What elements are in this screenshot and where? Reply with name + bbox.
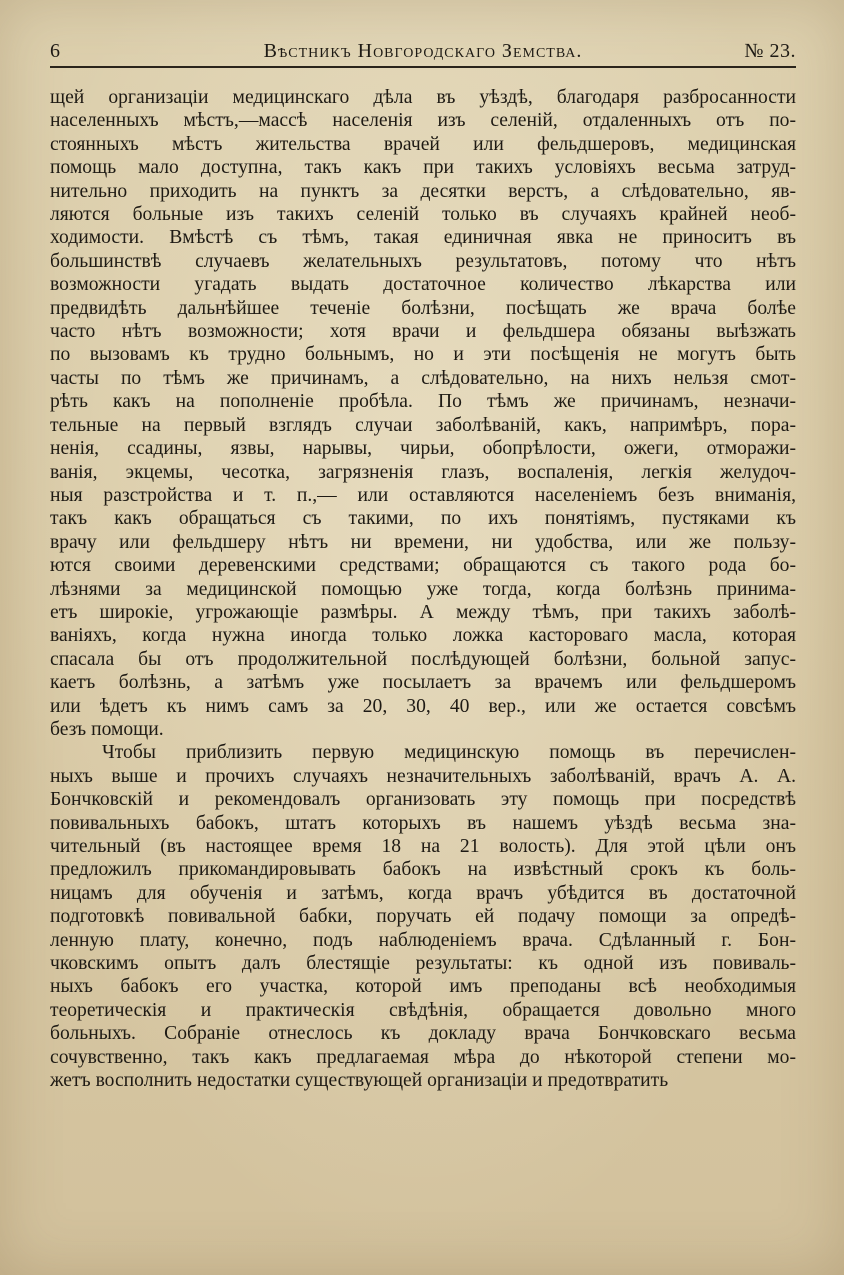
text-line: щей организаціи медицинскаго дѣла въ уѣздѣ, благодаря разбросанности — [50, 87, 796, 108]
text-line: жетъ восполнить недостатки существующей организаціи и предотвратить — [50, 1070, 669, 1092]
text-line: больныхъ. Собраніе отнеслось къ докладу врача Бончковскаго весьма — [50, 1023, 796, 1045]
text-line: ныхъ бабокъ его участка, которой имъ преподаны всѣ необходимыя — [50, 976, 796, 998]
paragraph — [50, 741, 796, 1092]
text-line: возможности угадать выдать достаточное количество лѣкарства или — [50, 274, 796, 296]
paragraph — [50, 86, 796, 741]
text-line: повивальныхъ бабокъ, штатъ которыхъ въ нашемъ уѣздѣ весьма зна- — [50, 812, 796, 834]
issue-number: № 23. — [744, 40, 796, 62]
journal-title: Вѣстникъ Новгородскаго Земства. — [263, 40, 583, 62]
text-line: ваніяхъ, когда нужна иногда только ложка кастороваго масла, которая — [50, 625, 796, 647]
text-line: предвидѣть дальнѣйшее теченіе болѣзни, посѣщать же врача болѣе — [50, 297, 796, 319]
text-line: чительный (въ настоящее время 18 на 21 волость). Для этой цѣли онъ — [50, 836, 796, 857]
text-line: Бончковскій и рекомендовалъ организовать эту помощь при посредствѣ — [50, 789, 796, 811]
text-line: такъ какъ обращаться съ такими, по ихъ понятіямъ, пустяками къ — [50, 508, 796, 530]
text-line: рѣть какъ на пополненіе пробѣла. По тѣмъ же причинамъ, незначи- — [50, 391, 796, 413]
text-line: стоянныхъ мѣстъ жительства врачей или фельдшеровъ, медицинская — [50, 133, 796, 155]
text-line: ходимости. Вмѣстѣ съ тѣмъ, такая единичная явка не приноситъ въ — [50, 227, 796, 249]
text-line: ныхъ выше и прочихъ случаяхъ незначительныхъ заболѣваній, врачъ А. А. — [50, 765, 796, 787]
text-line: сочувственно, такъ какъ предлагаемая мѣра до нѣкоторой степени мо- — [50, 1046, 796, 1068]
text-line: спасала бы отъ продолжительной послѣдующей болѣзни, больной запус- — [50, 648, 796, 670]
text-line: часто нѣтъ возможности; хотя врачи и фельдшера обязаны выѣзжать — [50, 321, 796, 343]
text-line: ются своими деревенскими средствами; обращаются съ такого рода бо- — [50, 555, 796, 577]
text-line: лѣзнями за медицинской помощью уже тогда, когда болѣзнь принима- — [50, 578, 796, 600]
text-line: предложилъ прикомандировывать бабокъ на извѣстный срокъ къ боль- — [50, 859, 796, 881]
text-line: подготовкѣ повивальной бабки, поручать ей подачу помощи за опредѣ- — [50, 906, 796, 928]
text-line: ванія, экцемы, чесотка, загрязненія глазъ, воспаленія, легкія желудоч- — [50, 461, 796, 483]
article-body — [50, 86, 796, 1092]
text-line: теоретическія и практическія свѣдѣнія, обращается довольно много — [50, 999, 796, 1021]
text-line: помощь мало доступна, такъ какъ при такихъ условіяхъ весьма затруд- — [50, 157, 796, 179]
text-line: нительно приходить на пунктъ за десятки верстъ, а слѣдовательно, яв- — [50, 180, 796, 202]
text-line: населенныхъ мѣстъ,—массѣ населенія изъ селеній, отдаленныхъ отъ по- — [50, 110, 796, 132]
text-line: часты по тѣмъ же причинамъ, а слѣдовательно, на нихъ нельзя смот- — [50, 367, 796, 389]
text-line: или ѣдетъ къ нимъ самъ за 20, 30, 40 вер., или же остается совсѣмъ — [50, 695, 796, 717]
text-line: врачу или фельдшеру нѣтъ ни времени, ни удобства, или же пользу- — [50, 531, 796, 553]
text-line: тельные на первый взглядъ случаи заболѣваній, какъ, напримѣръ, пора- — [50, 414, 796, 436]
text-line: большинствѣ случаевъ желательныхъ результатовъ, потому что нѣтъ — [50, 250, 796, 272]
text-line: ленную плату, конечно, подъ наблюденіемъ врача. Сдѣланный г. Бон- — [50, 929, 796, 951]
text-line: ненія, ссадины, язвы, нарывы, чирьи, обопрѣлости, ожеги, отморажи- — [50, 438, 796, 460]
page-number: 6 — [50, 40, 61, 62]
text-line: безъ помощи. — [50, 718, 164, 740]
text-line: чковскимъ опытъ далъ блестящіе результаты: къ одной изъ повиваль- — [50, 953, 796, 975]
text-line: ныя разстройства и т. п.,— или оставляются населеніемъ безъ вниманія, — [50, 484, 796, 506]
text-line: ляются больные изъ такихъ селеній только въ случаяхъ крайней необ- — [50, 204, 796, 226]
text-line: ницамъ для обученія и затѣмъ, когда врачъ убѣдится въ достаточной — [50, 882, 796, 904]
text-line: Чтобы приблизить первую медицинскую помощь въ перечислен- — [102, 742, 796, 764]
header-divider — [50, 66, 796, 68]
text-line: каетъ болѣзнь, а затѣмъ уже посылаетъ за врачемъ или фельдшеромъ — [50, 672, 796, 694]
text-line: по вызовамъ къ трудно больнымъ, но и эти посѣщенія не могутъ быть — [50, 344, 796, 366]
text-line: етъ широкіе, угрожающіе размѣры. А между тѣмъ, при такихъ заболѣ- — [50, 601, 796, 623]
